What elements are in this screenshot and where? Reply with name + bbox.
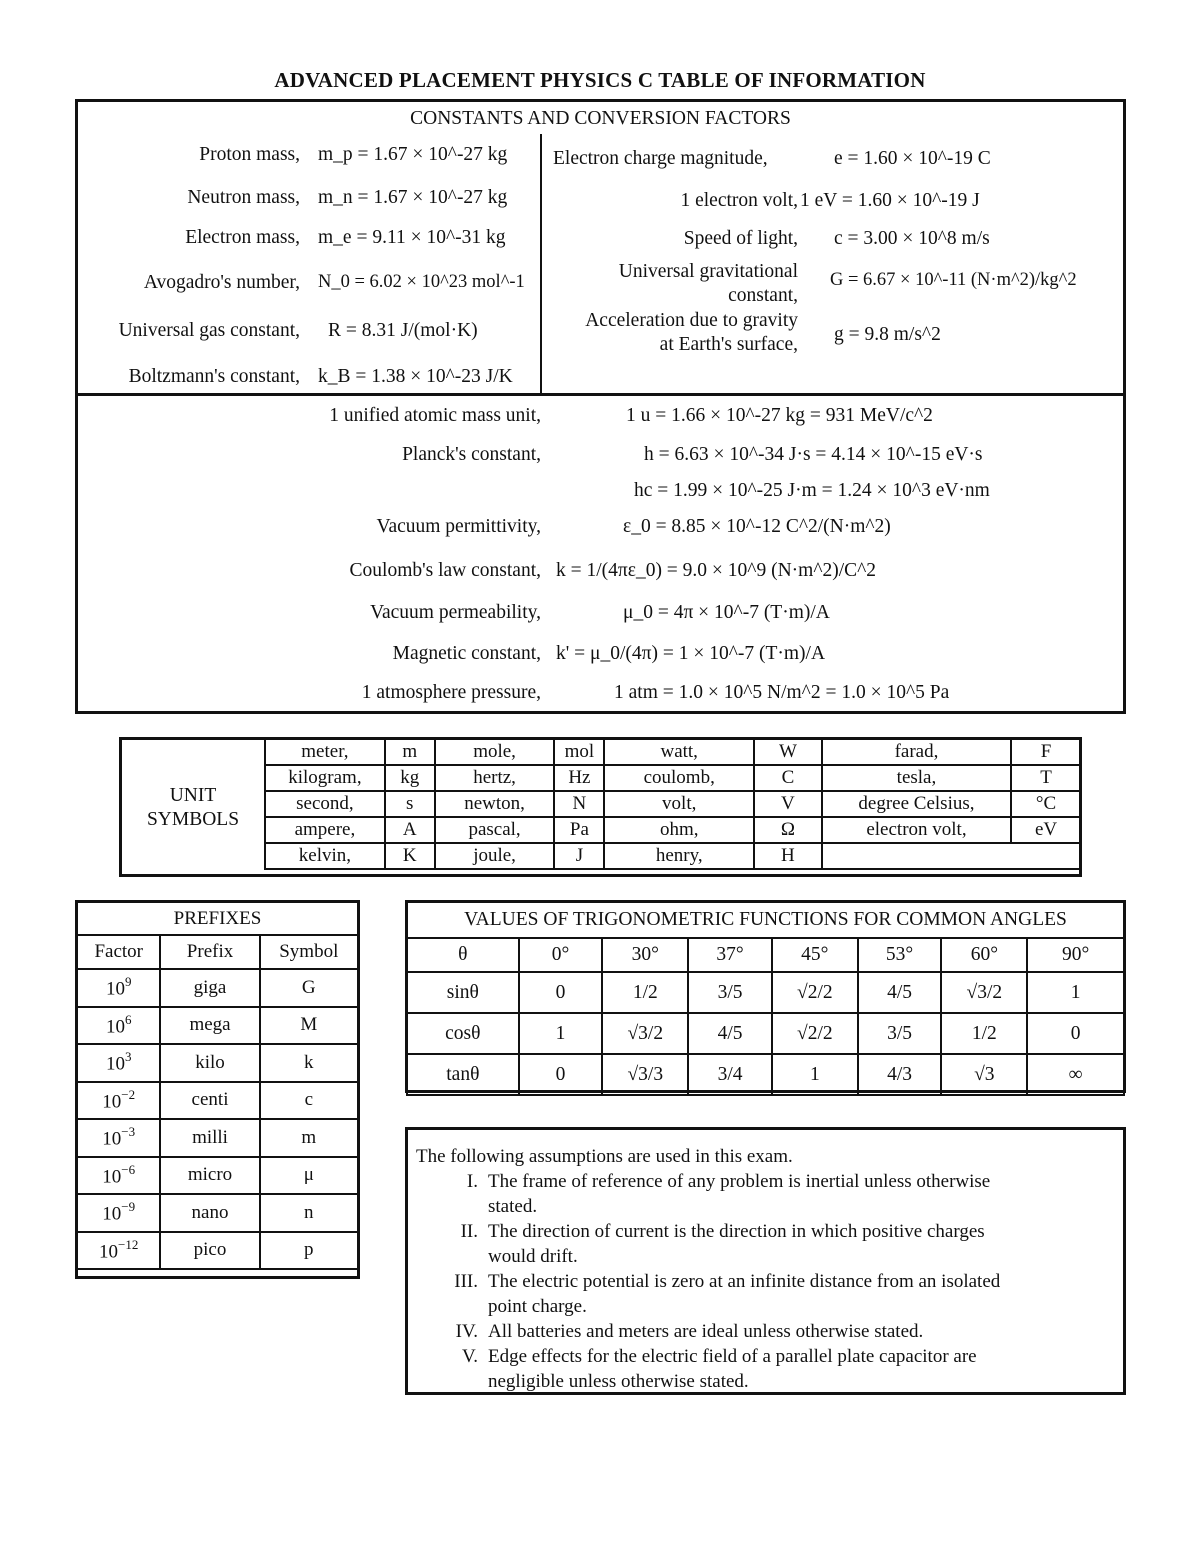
- constant-label: Neutron mass,: [187, 187, 300, 208]
- prefix-row: [77, 1007, 358, 1045]
- unit-name: kelvin,: [265, 843, 385, 869]
- constants-heading: CONSTANTS AND CONVERSION FACTORS: [410, 108, 791, 129]
- constant-value: 1 eV = 1.60 × 10^-19 J: [800, 190, 980, 211]
- unit-name: tesla,: [822, 765, 1011, 791]
- unit-row: [265, 817, 1081, 843]
- constant-value: R = 8.31 J/(mol·K): [328, 320, 478, 341]
- trig-value: √3/2: [941, 972, 1027, 1013]
- unit-name: farad,: [822, 739, 1011, 765]
- prefix-name: micro: [160, 1157, 259, 1195]
- unit-name: coulomb,: [604, 765, 754, 791]
- trig-value: 3/5: [858, 1013, 942, 1054]
- unit-symbol: T: [1011, 765, 1081, 791]
- prefix-exponent: 6: [124, 1011, 132, 1027]
- prefix-row: [77, 1232, 358, 1270]
- trig-value: 1: [519, 1013, 603, 1054]
- trig-value: 1: [772, 1054, 858, 1095]
- constant-value: 1 atm = 1.0 × 10^5 N/m^2 = 1.0 × 10^5 Pa: [614, 682, 950, 703]
- constants-divider-vertical: [540, 134, 542, 394]
- trig-value: 1: [1027, 972, 1124, 1013]
- constant-label: Universal gas constant,: [118, 320, 300, 341]
- trig-function-label: tanθ: [407, 1054, 519, 1095]
- constant-value: k_B = 1.38 × 10^-23 J/K: [318, 366, 513, 387]
- trig-row: [407, 1013, 1124, 1054]
- constant-value: m_n = 1.67 × 10^-27 kg: [318, 187, 508, 208]
- prefix-row: [77, 1119, 358, 1157]
- constant-label: Boltzmann's constant,: [128, 366, 300, 387]
- prefix-factor: $10^{-12}$: [77, 1232, 160, 1270]
- prefix-symbol: m: [260, 1119, 358, 1157]
- constant-value: k = 1/(4πε_0) = 9.0 × 10^9 (N·m^2)/C^2: [556, 560, 877, 581]
- assumption-text: All batteries and meters are ideal unless otherwise stated.: [488, 1321, 924, 1342]
- unit-name: [822, 843, 1011, 869]
- trig-value: 0: [519, 972, 603, 1013]
- unit-row: [265, 791, 1081, 817]
- constant-label: Avogadro's number,: [143, 272, 300, 293]
- unit-symbols-box: [119, 737, 1082, 877]
- unit-name: meter,: [265, 739, 385, 765]
- constant-value: ε_0 = 8.85 × 10^-12 C^2/(N·m^2): [623, 516, 891, 537]
- unit-name: watt,: [604, 739, 754, 765]
- prefixes-col-symbol: Symbol: [260, 935, 358, 969]
- prefix-exponent: −3: [121, 1124, 136, 1140]
- trig-table: [406, 937, 1125, 1096]
- trig-angle-header: 45°: [772, 938, 858, 972]
- unit-name: newton,: [435, 791, 555, 817]
- trig-heading: VALUES OF TRIGONOMETRIC FUNCTIONS FOR COMMON ANGLES: [464, 909, 1067, 930]
- prefixes-box: [75, 900, 360, 1279]
- unit-name: kilogram,: [265, 765, 385, 791]
- prefix-name: pico: [160, 1232, 259, 1270]
- trig-angle-header: 37°: [688, 938, 772, 972]
- assumption-text: The frame of reference of any problem is inertial unless otherwise: [488, 1171, 991, 1192]
- constant-label: Universal gravitational constant,: [618, 261, 798, 306]
- unit-symbol: Hz: [554, 765, 604, 791]
- assumptions-content: [416, 1144, 1116, 1394]
- unit-symbol: mol: [554, 739, 604, 765]
- prefix-symbol: k: [260, 1044, 358, 1082]
- prefix-name: centi: [160, 1082, 259, 1120]
- assumption-text-continued: stated.: [488, 1196, 538, 1217]
- unit-name: ampere,: [265, 817, 385, 843]
- prefix-name: milli: [160, 1119, 259, 1157]
- trig-row: [407, 972, 1124, 1013]
- trig-angle-header: θ: [407, 938, 519, 972]
- trig-angle-header: 0°: [519, 938, 603, 972]
- prefix-factor: $10^{-2}$: [77, 1082, 160, 1120]
- constant-value: h = 6.63 × 10^-34 J·s = 4.14 × 10^-15 eV·s: [644, 444, 983, 465]
- assumption-text: Edge effects for the electric field of a parallel plate capacitor are: [488, 1346, 977, 1367]
- unit-row: [265, 843, 1081, 869]
- unit-symbols-heading: [122, 784, 264, 832]
- unit-symbol: kg: [385, 765, 435, 791]
- unit-symbol: K: [385, 843, 435, 869]
- unit-symbol: J: [554, 843, 604, 869]
- assumption-text: The electric potential is zero at an infinite distance from an isolated: [488, 1271, 1001, 1292]
- unit-symbol: N: [554, 791, 604, 817]
- constant-value: N_0 = 6.02 × 10^23 mol^-1: [318, 272, 525, 292]
- prefix-symbol: G: [260, 969, 358, 1007]
- prefix-symbol: p: [260, 1232, 358, 1270]
- unit-name: degree Celsius,: [822, 791, 1011, 817]
- constant-value: g = 9.8 m/s^2: [834, 324, 941, 345]
- unit-symbol: C: [754, 765, 822, 791]
- constant-value: hc = 1.99 × 10^-25 J·m = 1.24 × 10^3 eV·nm: [634, 480, 990, 501]
- constant-value: k' = μ_0/(4π) = 1 × 10^-7 (T·m)/A: [556, 643, 826, 664]
- prefix-row: [77, 969, 358, 1007]
- prefix-factor: $10^{-6}$: [77, 1157, 160, 1195]
- unit-symbol: H: [754, 843, 822, 869]
- prefix-row: [77, 1082, 358, 1120]
- prefixes-table: [76, 901, 359, 1270]
- assumption-item: [416, 1219, 1116, 1269]
- constant-value: 1 u = 1.66 × 10^-27 kg = 931 MeV/c^2: [626, 405, 933, 426]
- trig-value: 0: [519, 1054, 603, 1095]
- unit-symbol: V: [754, 791, 822, 817]
- unit-symbols-table: [264, 738, 1082, 870]
- assumption-number: V.: [461, 1346, 478, 1367]
- assumption-number: I.: [466, 1171, 478, 1192]
- unit-name: volt,: [604, 791, 754, 817]
- prefix-exponent: 3: [124, 1049, 132, 1065]
- trig-value: √2/2: [772, 972, 858, 1013]
- prefix-factor: $10^3$: [77, 1044, 160, 1082]
- unit-symbol: A: [385, 817, 435, 843]
- constants-divider-horizontal: [78, 393, 1123, 396]
- assumption-text: The direction of current is the direction in which positive charges: [488, 1221, 985, 1242]
- assumption-text-continued: would drift.: [488, 1246, 578, 1267]
- constant-label: 1 unified atomic mass unit,: [329, 405, 541, 426]
- unit-symbol: eV: [1011, 817, 1081, 843]
- assumption-text-continued: point charge.: [488, 1296, 587, 1317]
- prefix-factor: $10^6$: [77, 1007, 160, 1045]
- trig-header-row: [407, 938, 1124, 972]
- unit-symbol: W: [754, 739, 822, 765]
- constant-label: Speed of light,: [683, 228, 798, 249]
- prefixes-col-prefix: Prefix: [160, 935, 259, 969]
- unit-symbol: Pa: [554, 817, 604, 843]
- constant-value: m_e = 9.11 × 10^-31 kg: [318, 227, 506, 248]
- constant-label: 1 atmosphere pressure,: [361, 682, 541, 703]
- assumptions-intro: The following assumptions are used in this exam.: [416, 1146, 793, 1167]
- constant-value: e = 1.60 × 10^-19 C: [834, 148, 991, 169]
- prefix-exponent: −2: [121, 1086, 136, 1102]
- unit-name: ohm,: [604, 817, 754, 843]
- trig-value: 1/2: [602, 972, 688, 1013]
- constant-value: μ_0 = 4π × 10^-7 (T·m)/A: [623, 602, 830, 623]
- trig-value: 3/4: [688, 1054, 772, 1095]
- unit-name: electron volt,: [822, 817, 1011, 843]
- trig-angle-header: 53°: [858, 938, 942, 972]
- trig-value: 3/5: [688, 972, 772, 1013]
- trig-value: √3/3: [602, 1054, 688, 1095]
- prefixes-heading: PREFIXES: [77, 902, 358, 935]
- trig-value: √3: [941, 1054, 1027, 1095]
- unit-symbol: °C: [1011, 791, 1081, 817]
- assumption-item: [416, 1319, 1116, 1344]
- prefix-exponent: −12: [118, 1236, 139, 1252]
- prefix-factor: $10^{-9}$: [77, 1194, 160, 1232]
- unit-name: second,: [265, 791, 385, 817]
- constant-label: Proton mass,: [199, 144, 300, 165]
- unit-symbols-heading-line2: SYMBOLS: [146, 809, 240, 830]
- constant-label: Acceleration due to gravity at Earth's surface,: [585, 310, 798, 355]
- prefix-symbol: n: [260, 1194, 358, 1232]
- assumption-number: II.: [460, 1221, 478, 1242]
- assumption-number: IV.: [455, 1321, 478, 1342]
- prefix-name: kilo: [160, 1044, 259, 1082]
- constant-label: Coulomb's law constant,: [349, 560, 541, 581]
- unit-symbol: [1011, 843, 1081, 869]
- unit-name: joule,: [435, 843, 555, 869]
- trig-value: 1/2: [941, 1013, 1027, 1054]
- trig-value: √2/2: [772, 1013, 858, 1054]
- unit-symbol: m: [385, 739, 435, 765]
- prefix-exponent: −9: [121, 1199, 136, 1215]
- prefix-factor: $10^{-3}$: [77, 1119, 160, 1157]
- unit-name: henry,: [604, 843, 754, 869]
- trig-box: [405, 900, 1126, 1093]
- constant-label: Vacuum permeability,: [370, 602, 541, 623]
- assumption-item: [416, 1344, 1116, 1394]
- unit-symbols-heading-line1: UNIT: [169, 785, 217, 806]
- constant-label: 1 electron volt,: [680, 190, 798, 211]
- trig-angle-header: 90°: [1027, 938, 1124, 972]
- constant-label: Vacuum permittivity,: [376, 516, 541, 537]
- prefix-factor: $10^9$: [77, 969, 160, 1007]
- unit-row: [265, 765, 1081, 791]
- prefix-name: mega: [160, 1007, 259, 1045]
- page-title: ADVANCED PLACEMENT PHYSICS C TABLE OF INFORMATION: [274, 68, 926, 92]
- trig-value: 0: [1027, 1013, 1124, 1054]
- trig-function-label: cosθ: [407, 1013, 519, 1054]
- prefix-symbol: μ: [260, 1157, 358, 1195]
- constant-label: Electron mass,: [185, 227, 300, 248]
- constants-box: [75, 99, 1126, 714]
- trig-value: 4/5: [688, 1013, 772, 1054]
- trig-value: √3/2: [602, 1013, 688, 1054]
- assumption-item: [416, 1269, 1116, 1319]
- prefix-exponent: −6: [121, 1161, 136, 1177]
- unit-symbol: Ω: [754, 817, 822, 843]
- prefixes-col-factor: Factor: [77, 935, 160, 969]
- constant-value: m_p = 1.67 × 10^-27 kg: [318, 144, 508, 165]
- constant-label: Magnetic constant,: [392, 643, 541, 664]
- assumptions-list: [416, 1169, 1116, 1394]
- assumptions-box: [405, 1127, 1126, 1395]
- trig-function-label: sinθ: [407, 972, 519, 1013]
- constant-label: Electron charge magnitude,: [553, 148, 768, 169]
- assumption-text-continued: negligible unless otherwise stated.: [488, 1371, 749, 1392]
- unit-symbol: s: [385, 791, 435, 817]
- trig-row: [407, 1054, 1124, 1095]
- unit-name: hertz,: [435, 765, 555, 791]
- constant-value: G = 6.67 × 10^-11 (N·m^2)/kg^2: [830, 270, 1077, 290]
- unit-row: [265, 739, 1081, 765]
- constant-value: c = 3.00 × 10^8 m/s: [834, 228, 990, 249]
- prefix-name: giga: [160, 969, 259, 1007]
- assumption-item: [416, 1169, 1116, 1219]
- unit-symbol: F: [1011, 739, 1081, 765]
- prefix-row: [77, 1194, 358, 1232]
- unit-name: pascal,: [435, 817, 555, 843]
- trig-value: ∞: [1027, 1054, 1124, 1095]
- prefix-exponent: 9: [124, 974, 132, 990]
- prefix-row: [77, 1157, 358, 1195]
- prefix-row: [77, 1044, 358, 1082]
- trig-value: 4/3: [858, 1054, 942, 1095]
- constant-label: Planck's constant,: [402, 444, 541, 465]
- assumption-number: III.: [454, 1271, 478, 1292]
- unit-name: mole,: [435, 739, 555, 765]
- trig-value: 4/5: [858, 972, 942, 1013]
- trig-angle-header: 30°: [602, 938, 688, 972]
- trig-angle-header: 60°: [941, 938, 1027, 972]
- prefix-name: nano: [160, 1194, 259, 1232]
- prefix-symbol: c: [260, 1082, 358, 1120]
- prefix-symbol: M: [260, 1007, 358, 1045]
